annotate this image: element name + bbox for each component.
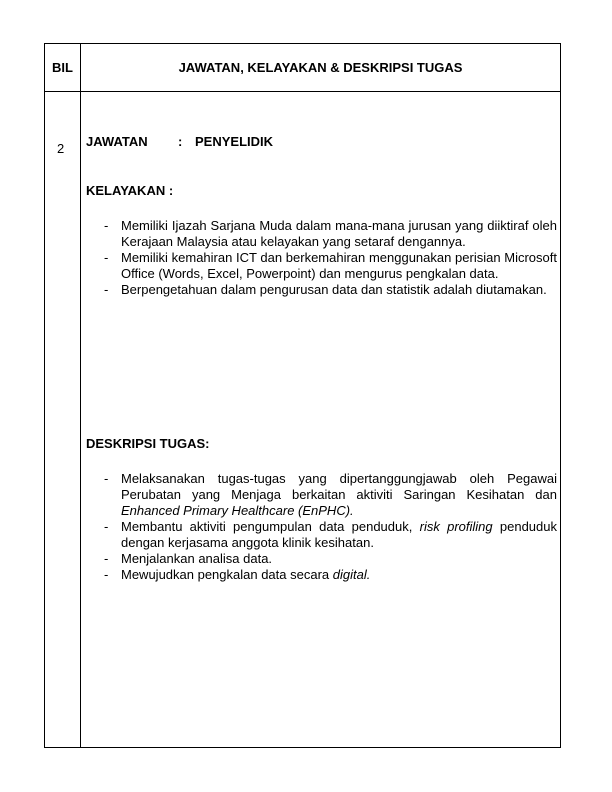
deskripsi-heading: DESKRIPSI TUGAS: [86, 436, 210, 451]
list-item-italic: Enhanced Primary Healthcare (EnPHC). [121, 503, 354, 518]
list-item-text: Menjalankan analisa data. [121, 551, 273, 566]
list-item [86, 519, 557, 551]
job-description-table [44, 43, 561, 748]
list-item-text: penduduk dengan kerjasama anggota klinik kesihatan. [121, 519, 557, 550]
column-divider [80, 44, 81, 747]
header-divider [45, 91, 560, 92]
list-item [86, 471, 557, 519]
list-item-text: Mewujudkan pengkalan data secara [121, 567, 333, 582]
list-item-text: Membantu aktiviti pengumpulan data penduduk, [121, 519, 420, 534]
jawatan-colon: : [178, 134, 183, 149]
kelayakan-list [86, 218, 557, 298]
header-title: JAWATAN, KELAYAKAN & DESKRIPSI TUGAS [178, 60, 463, 75]
header-bil: BIL [52, 60, 73, 75]
list-item: - Memiliki Ijazah Sarjana Muda dalam mana-mana jurusan yang diiktiraf oleh Kerajaan Malaysia atau kelayakan yang setaraf dengannya. [86, 218, 557, 250]
list-item-italic: digital. [332, 567, 371, 582]
list-item-italic: risk profiling [419, 519, 493, 534]
list-item: - Memiliki kemahiran ICT dan berkemahiran menggunakan perisian Microsoft Office (Words, Excel, Powerpoint) dan mengurus pengkalan data. [86, 250, 557, 282]
list-item [86, 551, 557, 567]
jawatan-label: JAWATAN [86, 134, 148, 149]
list-item: - Berpengetahuan dalam pengurusan data dan statistik adalah diutamakan. [86, 282, 557, 298]
deskripsi-list [86, 471, 557, 583]
list-item-text: Melaksanakan tugas-tugas yang dipertanggungjawab oleh Pegawai Perubatan yang Menjaga berkaitan aktiviti Saringan Kesihatan dan [121, 471, 557, 502]
jawatan-value: PENYELIDIK [195, 134, 274, 149]
row-number: 2 [57, 141, 65, 156]
list-item [86, 567, 557, 583]
kelayakan-heading: KELAYAKAN : [86, 183, 174, 198]
jawatan-line [86, 134, 273, 150]
